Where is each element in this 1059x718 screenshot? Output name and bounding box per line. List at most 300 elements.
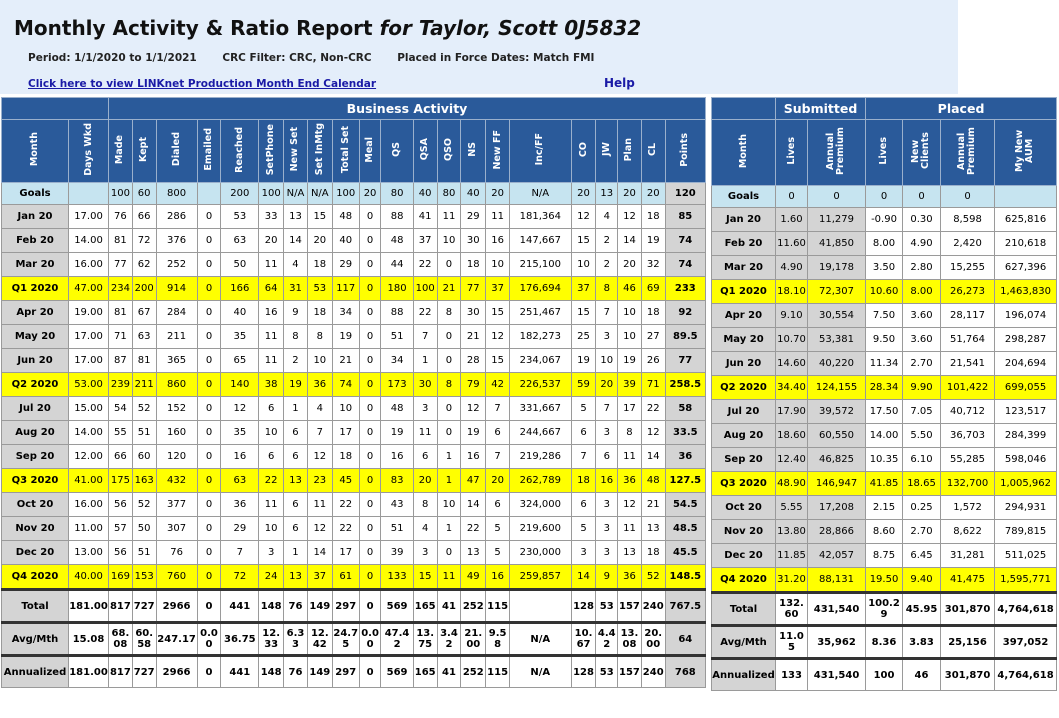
left-qsa-cell: 22	[413, 253, 437, 277]
left-new-set-cell: 2	[284, 349, 308, 373]
left-new-set-cell: 1	[284, 541, 308, 565]
left-col-header-label: Meal	[364, 136, 376, 163]
left-qso-cell: 0	[437, 421, 461, 445]
left-days-wkd-cell: 13.00	[69, 541, 109, 565]
right-lives-cell: 18.10	[776, 280, 808, 304]
points-cell: 77	[665, 349, 705, 373]
left-jw-cell: 2	[596, 253, 618, 277]
left-plan-cell: 36	[618, 565, 642, 590]
left-made-cell: 68.08	[109, 623, 133, 656]
right-my-new-aum-cell: 4,764,618	[995, 659, 1057, 691]
left-qso-cell: 1	[437, 469, 461, 493]
right-annual-premium-cell: 301,870	[941, 593, 995, 626]
help-link[interactable]: Help	[604, 76, 635, 90]
report-title	[14, 16, 641, 40]
left-row-label: Aug 20	[2, 421, 69, 445]
right-row-label: Jun 20	[712, 352, 776, 376]
left-made-cell: 81	[109, 301, 133, 325]
left-days-wkd-cell	[69, 183, 109, 205]
left-month-row	[2, 445, 706, 469]
left-dialed-cell: 284	[156, 301, 197, 325]
left-total-set-cell: 48	[332, 205, 359, 229]
left-ns-cell: 28	[461, 349, 486, 373]
points-cell: 233	[665, 277, 705, 301]
left-cl-cell: 21	[641, 493, 665, 517]
left-set-inmtg-cell: 23	[307, 469, 332, 493]
left-total-set-cell: 22	[332, 517, 359, 541]
points-cell: 74	[665, 229, 705, 253]
right-row-label: Q1 2020	[712, 280, 776, 304]
right-new-clients-cell: 0.30	[903, 208, 941, 232]
left-plan-cell: 39	[618, 373, 642, 397]
right-new-clients-cell: 6.45	[903, 544, 941, 568]
right-col-header-new-clients	[903, 120, 941, 186]
left-co-cell: 25	[571, 325, 596, 349]
left-new-ff-cell: 20	[486, 469, 510, 493]
left-row-label: Q1 2020	[2, 277, 69, 301]
left-made-cell: 169	[109, 565, 133, 590]
left-kept-cell: 60	[132, 445, 156, 469]
left-jw-cell: 4.42	[596, 623, 618, 656]
left-total-set-cell: 17	[332, 421, 359, 445]
left-meal-cell: 0	[359, 469, 381, 493]
right-lives-cell: 10.35	[866, 448, 903, 472]
left-plan-cell: 36	[618, 469, 642, 493]
left-ns-cell: 12	[461, 397, 486, 421]
right-month-row	[712, 328, 1057, 352]
left-qsa-cell: 6	[413, 445, 437, 469]
left-new-ff-cell: 15	[486, 349, 510, 373]
left-co-cell: 10.67	[571, 623, 596, 656]
left-dialed-cell: 760	[156, 565, 197, 590]
left-new-set-cell: 6	[284, 445, 308, 469]
left-col-header-label: Emailed	[203, 128, 215, 171]
left-reached-cell: 36	[221, 493, 259, 517]
left-qsa-cell: 3	[413, 397, 437, 421]
left-total-row	[2, 590, 706, 623]
left-new-ff-cell: 7	[486, 397, 510, 421]
left-month-row	[2, 301, 706, 325]
right-total-row	[712, 593, 1057, 626]
left-qsa-cell: 40	[413, 183, 437, 205]
points-cell: 767.5	[665, 590, 705, 623]
left-total-set-cell: 61	[332, 565, 359, 590]
left-made-cell: 57	[109, 517, 133, 541]
left-new-set-cell: 8	[284, 325, 308, 349]
points-cell: 74	[665, 253, 705, 277]
right-lives-cell: 8.00	[866, 232, 903, 256]
left-set-inmtg-cell: N/A	[307, 183, 332, 205]
left-col-header-made	[109, 120, 133, 183]
left-qs-cell: 80	[381, 183, 413, 205]
right-my-new-aum-cell: 298,287	[995, 328, 1057, 352]
left-set-inmtg-cell: 12	[307, 517, 332, 541]
left-setphone-cell: 3	[259, 541, 284, 565]
left-new-ff-cell: 6	[486, 421, 510, 445]
right-my-new-aum-cell: 294,931	[995, 496, 1057, 520]
left-inc-ff-cell: N/A	[509, 656, 571, 688]
left-kept-cell: 66	[132, 205, 156, 229]
left-month-row	[2, 325, 706, 349]
right-annual-premium-cell: 431,540	[808, 659, 866, 691]
left-reached-cell: 166	[221, 277, 259, 301]
left-setphone-cell: 100	[259, 183, 284, 205]
left-days-wkd-cell: 181.00	[69, 656, 109, 688]
right-new-clients-cell: 3.60	[903, 304, 941, 328]
right-annual-premium-cell: 26,273	[941, 280, 995, 304]
right-month-row	[712, 208, 1057, 232]
left-days-wkd-cell: 14.00	[69, 421, 109, 445]
left-col-header-setphone	[259, 120, 284, 183]
left-dialed-cell: 432	[156, 469, 197, 493]
right-lives-cell: 13.80	[776, 520, 808, 544]
right-new-clients-cell: 2.80	[903, 256, 941, 280]
right-lives-cell: 12.40	[776, 448, 808, 472]
left-reached-cell: 200	[221, 183, 259, 205]
left-ns-cell: 30	[461, 301, 486, 325]
left-reached-cell: 63	[221, 229, 259, 253]
business-activity-table	[1, 97, 706, 688]
left-kept-cell: 200	[132, 277, 156, 301]
right-annual-premium-cell: 30,554	[808, 304, 866, 328]
left-dialed-cell: 286	[156, 205, 197, 229]
left-plan-cell: 46	[618, 277, 642, 301]
right-month-row	[712, 448, 1057, 472]
left-month-row	[2, 253, 706, 277]
left-days-wkd-cell: 17.00	[69, 205, 109, 229]
right-col-header-label: Month	[737, 133, 749, 169]
left-total-set-cell: 45	[332, 469, 359, 493]
left-setphone-cell: 11	[259, 253, 284, 277]
right-my-new-aum-cell: 511,025	[995, 544, 1057, 568]
right-lives-cell: 132.60	[776, 593, 808, 626]
left-qsa-cell: 165	[413, 656, 437, 688]
left-days-wkd-cell: 12.00	[69, 445, 109, 469]
left-col-header-qs	[381, 120, 413, 183]
left-days-wkd-cell: 14.00	[69, 229, 109, 253]
right-annual-premium-cell: 2,420	[941, 232, 995, 256]
left-inc-ff-cell: 219,286	[509, 445, 571, 469]
left-reached-cell: 35	[221, 421, 259, 445]
left-co-cell: 5	[571, 517, 596, 541]
left-plan-cell: 157	[618, 656, 642, 688]
left-meal-cell: 0	[359, 301, 381, 325]
left-qsa-cell: 11	[413, 421, 437, 445]
left-co-cell: 6	[571, 421, 596, 445]
left-ns-cell: 21	[461, 325, 486, 349]
left-meal-cell: 0	[359, 349, 381, 373]
left-ns-cell: 19	[461, 421, 486, 445]
left-total-set-cell: 297	[332, 656, 359, 688]
left-co-cell: 3	[571, 541, 596, 565]
right-lives-cell: 10.60	[866, 280, 903, 304]
right-new-clients-cell: 18.65	[903, 472, 941, 496]
left-col-header-cl	[641, 120, 665, 183]
right-my-new-aum-cell: 196,074	[995, 304, 1057, 328]
left-made-cell: 239	[109, 373, 133, 397]
report-filters	[28, 52, 616, 64]
right-month-row	[712, 304, 1057, 328]
left-cl-cell: 19	[641, 229, 665, 253]
right-annual-premium-cell: 39,572	[808, 400, 866, 424]
right-annual-premium-cell: 40,220	[808, 352, 866, 376]
left-row-label: Q2 2020	[2, 373, 69, 397]
left-total-set-cell: 74	[332, 373, 359, 397]
left-qs-cell: 133	[381, 565, 413, 590]
left-col-header-label: Inc/FF	[534, 133, 546, 166]
left-reached-cell: 441	[221, 590, 259, 623]
left-month-row	[2, 397, 706, 421]
left-quarter-row	[2, 469, 706, 493]
left-new-ff-cell: 20	[486, 183, 510, 205]
left-plan-cell: 12	[618, 205, 642, 229]
right-my-new-aum-cell: 598,046	[995, 448, 1057, 472]
right-annual-premium-cell: 46,825	[808, 448, 866, 472]
left-co-cell: 128	[571, 590, 596, 623]
left-qsa-cell: 7	[413, 325, 437, 349]
left-col-header-emailed	[197, 120, 221, 183]
left-new-set-cell: 13	[284, 205, 308, 229]
right-annual-premium-cell: 0	[941, 186, 995, 208]
left-dialed-cell: 377	[156, 493, 197, 517]
left-meal-cell: 0	[359, 541, 381, 565]
left-row-label: Annualized	[2, 656, 69, 688]
left-plan-cell: 8	[618, 421, 642, 445]
left-qso-cell: 41	[437, 656, 461, 688]
left-cl-cell: 22	[641, 397, 665, 421]
left-new-ff-cell: 115	[486, 656, 510, 688]
left-row-label: Jan 20	[2, 205, 69, 229]
left-plan-cell: 10	[618, 325, 642, 349]
right-lives-cell: 3.50	[866, 256, 903, 280]
left-co-cell: 5	[571, 397, 596, 421]
left-co-cell: 19	[571, 349, 596, 373]
left-col-header-month	[2, 120, 69, 183]
right-my-new-aum-cell: 210,618	[995, 232, 1057, 256]
right-row-label: Jan 20	[712, 208, 776, 232]
points-cell: 48.5	[665, 517, 705, 541]
left-qs-cell: 16	[381, 445, 413, 469]
left-set-inmtg-cell: 18	[307, 253, 332, 277]
left-emailed-cell: 0	[197, 517, 221, 541]
left-qso-cell: 11	[437, 565, 461, 590]
left-dialed-cell: 76	[156, 541, 197, 565]
left-dialed-cell: 211	[156, 325, 197, 349]
right-my-new-aum-cell: 1,005,962	[995, 472, 1057, 496]
submitted-placed-table	[711, 97, 1057, 691]
left-inc-ff-cell: 147,667	[509, 229, 571, 253]
right-new-clients-cell: 8.00	[903, 280, 941, 304]
right-lives-cell: 1.60	[776, 208, 808, 232]
right-annual-premium-cell: 41,850	[808, 232, 866, 256]
right-col-header-month	[712, 120, 776, 186]
right-month-row	[712, 256, 1057, 280]
right-new-clients-cell: 0.25	[903, 496, 941, 520]
right-annual-premium-cell: 8,598	[941, 208, 995, 232]
left-col-header-label: Month	[29, 132, 40, 167]
points-cell: 45.5	[665, 541, 705, 565]
left-total-set-cell: 297	[332, 590, 359, 623]
left-dialed-cell: 307	[156, 517, 197, 541]
left-setphone-cell: 6	[259, 397, 284, 421]
left-new-ff-cell: 16	[486, 229, 510, 253]
left-col-header-label: Kept	[138, 137, 150, 162]
left-set-inmtg-cell: 4	[307, 397, 332, 421]
left-plan-cell: 11	[618, 517, 642, 541]
left-new-set-cell: 6	[284, 493, 308, 517]
left-new-ff-cell: 12	[486, 325, 510, 349]
left-emailed-cell: 0.00	[197, 623, 221, 656]
left-days-wkd-cell: 16.00	[69, 253, 109, 277]
right-my-new-aum-cell: 4,764,618	[995, 593, 1057, 626]
left-reached-cell: 7	[221, 541, 259, 565]
left-set-inmtg-cell: 18	[307, 301, 332, 325]
left-qso-cell: 0	[437, 541, 461, 565]
report-title-agent: for Taylor, Scott 0J5832	[379, 16, 642, 40]
left-col-header-inc-ff	[509, 120, 571, 183]
left-emailed-cell: 0	[197, 349, 221, 373]
left-days-wkd-cell: 41.00	[69, 469, 109, 493]
left-total-set-cell: 29	[332, 253, 359, 277]
left-qsa-cell: 15	[413, 565, 437, 590]
right-annual-premium-cell: 88,131	[808, 568, 866, 593]
left-made-cell: 81	[109, 229, 133, 253]
right-lives-cell: 11.34	[866, 352, 903, 376]
left-new-set-cell: 31	[284, 277, 308, 301]
right-row-label: Sep 20	[712, 448, 776, 472]
left-row-label: Oct 20	[2, 493, 69, 517]
left-qso-cell: 8	[437, 373, 461, 397]
points-cell: 36	[665, 445, 705, 469]
right-new-clients-cell: 9.40	[903, 568, 941, 593]
left-ns-cell: 77	[461, 277, 486, 301]
left-row-label: Q4 2020	[2, 565, 69, 590]
left-setphone-cell: 148	[259, 590, 284, 623]
left-new-set-cell: 6	[284, 421, 308, 445]
left-jw-cell: 3	[596, 541, 618, 565]
right-avg-row	[712, 626, 1057, 659]
left-qso-cell: 8	[437, 301, 461, 325]
left-inc-ff-cell: N/A	[509, 623, 571, 656]
left-made-cell: 56	[109, 493, 133, 517]
submitted-placed-spacer	[712, 98, 776, 120]
left-jw-cell: 4	[596, 205, 618, 229]
right-annual-premium-cell: 36,703	[941, 424, 995, 448]
right-annual-premium-cell: 51,764	[941, 328, 995, 352]
left-set-inmtg-cell: 10	[307, 349, 332, 373]
left-col-header-new-set	[284, 120, 308, 183]
right-annual-premium-cell: 28,866	[808, 520, 866, 544]
points-cell: 258.5	[665, 373, 705, 397]
right-my-new-aum-cell: 284,399	[995, 424, 1057, 448]
left-reached-cell: 65	[221, 349, 259, 373]
left-col-header-label: SetPhone	[265, 123, 277, 176]
left-qso-cell: 0	[437, 253, 461, 277]
left-dialed-cell: 247.17	[156, 623, 197, 656]
left-col-header-ns	[461, 120, 486, 183]
left-col-header-jw	[596, 120, 618, 183]
left-meal-cell: 0	[359, 397, 381, 421]
left-days-wkd-cell: 47.00	[69, 277, 109, 301]
left-inc-ff-cell: 176,694	[509, 277, 571, 301]
right-annual-premium-cell: 17,208	[808, 496, 866, 520]
right-annual-premium-cell: 146,947	[808, 472, 866, 496]
left-days-wkd-cell: 181.00	[69, 590, 109, 623]
left-plan-cell: 19	[618, 349, 642, 373]
left-inc-ff-cell: 230,000	[509, 541, 571, 565]
left-new-set-cell: 6.33	[284, 623, 308, 656]
left-new-ff-cell: 6	[486, 493, 510, 517]
left-col-header-points	[665, 120, 705, 183]
left-co-cell: 12	[571, 205, 596, 229]
left-jw-cell: 53	[596, 590, 618, 623]
left-ns-cell: 47	[461, 469, 486, 493]
left-ns-cell: 21.00	[461, 623, 486, 656]
left-qso-cell: 1	[437, 517, 461, 541]
left-meal-cell: 0	[359, 517, 381, 541]
left-emailed-cell: 0	[197, 253, 221, 277]
right-new-clients-cell: 7.05	[903, 400, 941, 424]
left-plan-cell: 14	[618, 229, 642, 253]
left-qso-cell: 0	[437, 325, 461, 349]
left-co-cell: 15	[571, 301, 596, 325]
points-cell: 148.5	[665, 565, 705, 590]
left-made-cell: 55	[109, 421, 133, 445]
left-set-inmtg-cell: 37	[307, 565, 332, 590]
right-col-header-lives	[776, 120, 808, 186]
right-my-new-aum-cell: 789,815	[995, 520, 1057, 544]
right-annual-premium-cell: 1,572	[941, 496, 995, 520]
left-qsa-cell: 165	[413, 590, 437, 623]
left-made-cell: 71	[109, 325, 133, 349]
placed-dates-label: Placed in Force Dates: Match FMI	[397, 52, 595, 64]
right-quarter-row	[712, 568, 1057, 593]
right-annual-premium-cell: 124,155	[808, 376, 866, 400]
period-label: Period: 1/1/2020 to 1/1/2021	[28, 52, 197, 64]
left-qsa-cell: 4	[413, 517, 437, 541]
left-total-set-cell: 18	[332, 445, 359, 469]
left-total-set-cell: 100	[332, 183, 359, 205]
right-annual-premium-cell: 42,057	[808, 544, 866, 568]
right-lives-cell: 7.50	[866, 304, 903, 328]
left-qs-cell: 569	[381, 590, 413, 623]
right-row-label: Q4 2020	[712, 568, 776, 593]
left-qsa-cell: 8	[413, 493, 437, 517]
left-new-set-cell: 76	[284, 590, 308, 623]
left-col-header-qsa	[413, 120, 437, 183]
left-col-header-label: CL	[647, 142, 659, 157]
calendar-link[interactable]: Click here to view LINKnet Production Month End Calendar	[28, 78, 377, 90]
left-row-label: Q3 2020	[2, 469, 69, 493]
left-inc-ff-cell: 181,364	[509, 205, 571, 229]
right-lives-cell: 11.60	[776, 232, 808, 256]
right-col-header-label: Lives	[878, 137, 890, 165]
right-row-label: Annualized	[712, 659, 776, 691]
left-co-cell: 18	[571, 469, 596, 493]
left-cl-cell: 20	[641, 183, 665, 205]
left-days-wkd-cell: 15.00	[69, 397, 109, 421]
left-qs-cell: 44	[381, 253, 413, 277]
left-new-ff-cell: 37	[486, 277, 510, 301]
left-qsa-cell: 37	[413, 229, 437, 253]
right-lives-cell: -0.90	[866, 208, 903, 232]
submitted-heading: Submitted	[776, 98, 866, 120]
right-lives-cell: 11.05	[776, 626, 808, 659]
right-col-header-label: Annual Premium	[955, 127, 977, 175]
right-annual-premium-cell: 28,117	[941, 304, 995, 328]
left-jw-cell: 3	[596, 325, 618, 349]
right-new-clients-cell: 46	[903, 659, 941, 691]
